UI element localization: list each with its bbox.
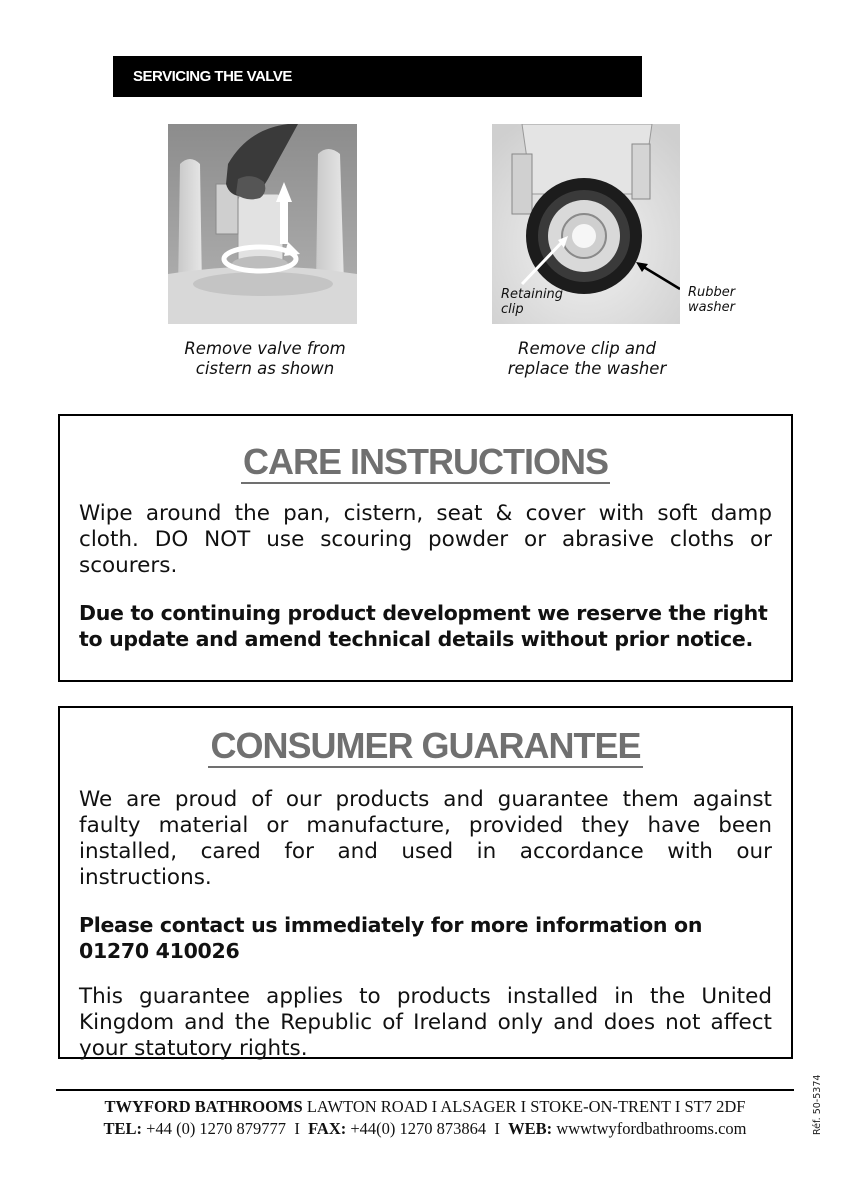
guarantee-heading-text: CONSUMER GUARANTEE [210, 725, 641, 766]
retaining-clip-callout [501, 287, 591, 317]
guarantee-contact: Please contact us immediately for more information on 01270 410026 [79, 913, 703, 963]
footer-tel: +44 (0) 1270 879777 [146, 1119, 287, 1138]
care-body: Wipe around the pan, cistern, seat & cover with soft damp cloth. DO NOT use scouring powder or abrasive cloths or scourers. [79, 501, 772, 578]
footer-web: wwwtwyfordbathrooms.com [556, 1119, 747, 1138]
footer-address-line [56, 1096, 794, 1118]
footer-separator: I [294, 1119, 300, 1138]
callout-line: clip [501, 302, 524, 317]
guarantee-heading [60, 726, 791, 768]
hand-removing-valve-illustration [168, 124, 357, 324]
caption-line: Remove valve from [184, 339, 346, 358]
section-banner [113, 56, 642, 97]
footer-separator: I [494, 1119, 500, 1138]
footer-company: TWYFORD BATHROOMS [104, 1097, 303, 1116]
footer-contact-line [56, 1118, 794, 1140]
callout-line: Retaining [501, 287, 564, 302]
care-heading-text: CARE INSTRUCTIONS [242, 441, 608, 482]
care-instructions-box [58, 414, 793, 682]
caption-line: cistern as shown [195, 359, 335, 378]
guarantee-scope: This guarantee applies to products installed in the United Kingdom and the Republic of Ireland only and does not affect your statutory rights. [79, 984, 772, 1061]
reference-number [812, 1065, 826, 1135]
callout-line: Rubber [688, 285, 736, 300]
footer-divider [56, 1089, 794, 1091]
caption-line: Remove clip and [518, 339, 656, 358]
footer [56, 1096, 794, 1140]
rubber-washer-callout [688, 285, 768, 315]
care-notice: Due to continuing product development we reserve the right to update and amend technical details without prior notice. [79, 601, 768, 651]
footer-web-label: WEB: [508, 1119, 553, 1138]
banner-title: SERVICING THE VALVE [133, 68, 292, 85]
figure-left-caption [160, 339, 370, 379]
callout-line: washer [688, 300, 735, 315]
figure-right-caption [484, 339, 690, 379]
caption-line: replace the washer [507, 359, 667, 378]
care-heading [60, 442, 791, 484]
footer-address: LAWTON ROAD I ALSAGER I STOKE-ON-TRENT I ST7 2DF [306, 1097, 746, 1116]
reference-text: Réf. 50-5374 [812, 1074, 823, 1135]
consumer-guarantee-box [58, 706, 793, 1059]
footer-fax: +44(0) 1270 873864 [350, 1119, 487, 1138]
guarantee-body: We are proud of our products and guarantee them against faulty material or manufacture, provided they have been installed, cared for and used in accordance with our instructions. [79, 787, 772, 890]
footer-tel-label: TEL: [103, 1119, 143, 1138]
footer-fax-label: FAX: [308, 1119, 347, 1138]
